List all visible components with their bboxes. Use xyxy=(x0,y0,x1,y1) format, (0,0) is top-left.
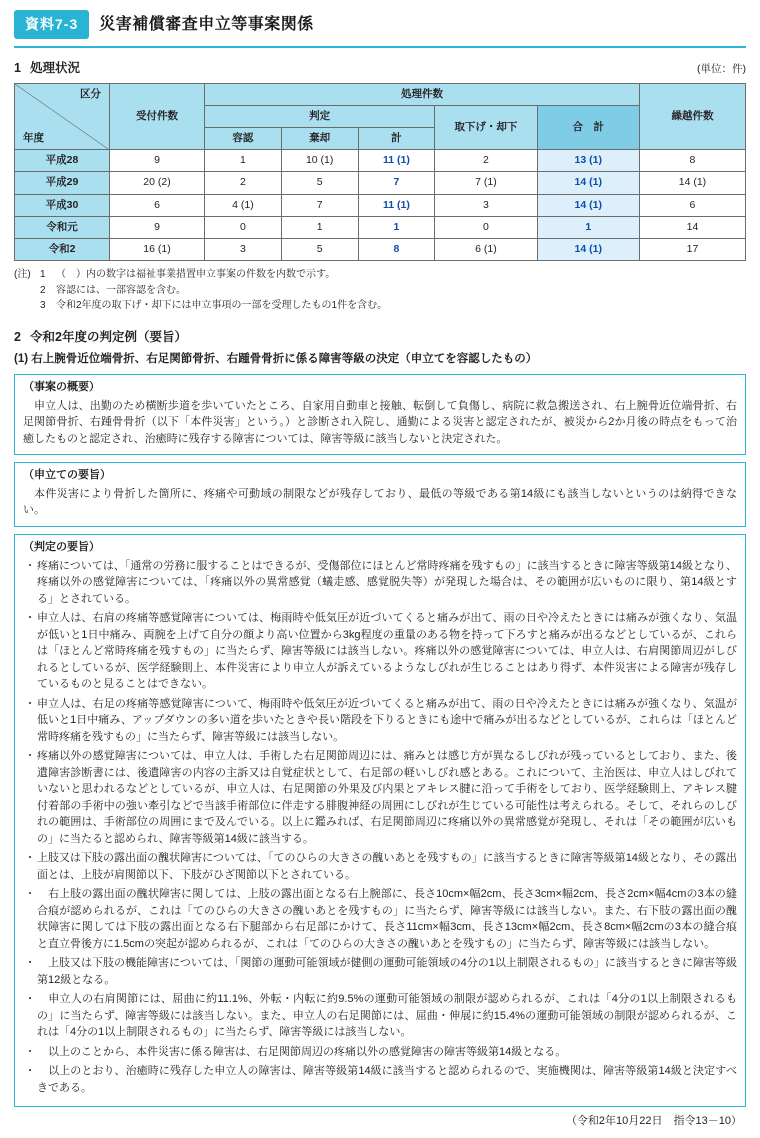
cell-reject: 5 xyxy=(281,239,358,261)
list-item xyxy=(23,991,737,1041)
document-header xyxy=(14,10,746,48)
judgment-item-text: 申立人は、右足の疼痛等感覚障害について、梅雨時や低気圧が近づいてくると痛みが出て、雨の日や冷えたときには痛みが強くなり、気温が低いと1日中痛み、アップダウンの多い道を歩いたときや長い階段を下りるときにも途中で痛みが出るなどとしているが、これらは「ほとんど常時疼痛を残すもの」に当たらず、障害等級には該当しない。 xyxy=(37,697,737,743)
decision-reference: （令和2年10月22日 指令13－10） xyxy=(565,1115,742,1128)
bullet-icon: ・ xyxy=(24,888,36,901)
table-corner-cell xyxy=(15,83,110,150)
bullet-icon: ・ xyxy=(24,993,36,1006)
cell-accept: 0 xyxy=(205,216,282,238)
cell-accept: 4 (1) xyxy=(205,194,282,216)
case-summary-text: 申立人は、出勤のため横断歩道を歩いていたところ、自家用自動車と接触、転倒して負傷し、病院に救急搬送され、右上腕骨近位端骨折、右足関節骨折、右踵骨骨折（以下「本件災害」という。）と診断され入院し、通勤による災害と認定されたが、被災から2か月後の時点をもって治癒したものと認定され、治癒時に残存する障害については、障害等級に該当しないと決定された。 xyxy=(23,399,737,445)
note-index: 1 xyxy=(40,269,46,281)
resource-badge: 資料7-3 xyxy=(14,10,89,39)
judgment-item-text: 以上のことから、本件災害に係る障害は、右足関節周辺の疼痛以外の感覚障害の障害等級第14級となる。 xyxy=(37,1045,567,1058)
cell-total: 14 (1) xyxy=(537,239,639,261)
list-item xyxy=(23,610,737,693)
cell-receipt: 16 (1) xyxy=(110,239,205,261)
judgment-item-text: 上肢又は下肢の機能障害については、「関節の運動可能領域が健側の運動可能領域の4分の1以上制限されるもの」に該当するときに障害等級第12級となる。 xyxy=(37,957,737,986)
cell-carryover: 8 xyxy=(639,150,745,172)
col-subtotal-header: 計 xyxy=(358,127,435,149)
judgment-summary-box xyxy=(14,534,746,1107)
cell-receipt: 9 xyxy=(110,216,205,238)
cell-carryover: 6 xyxy=(639,194,745,216)
row-year: 平成28 xyxy=(15,150,110,172)
cell-total: 14 (1) xyxy=(537,194,639,216)
note-item xyxy=(14,283,746,299)
section1-heading xyxy=(14,59,746,77)
col-total-header: 合 計 xyxy=(537,105,639,149)
cell-accept: 3 xyxy=(205,239,282,261)
table-corner-label-top: 区分 xyxy=(80,87,102,100)
col-carryover-header: 繰越件数 xyxy=(639,83,745,150)
note-text: 容認には、一部容認を含む。 xyxy=(56,284,186,296)
cell-subtotal: 8 xyxy=(358,239,435,261)
table-row xyxy=(15,172,746,194)
judgment-item-text: 上肢又は下肢の露出面の醜状障害については、「てのひらの大きさの醜いあとを残すもの」に該当するときに障害等級第14級となり、その露出面とは、上肢が肩関節以下、下肢がひざ関節以下とされている。 xyxy=(37,852,737,881)
cell-subtotal: 7 xyxy=(358,172,435,194)
cell-subtotal: 1 xyxy=(358,216,435,238)
cell-subtotal: 11 (1) xyxy=(358,150,435,172)
cell-reject: 1 xyxy=(281,216,358,238)
cell-reject: 10 (1) xyxy=(281,150,358,172)
section2-number: 2 xyxy=(14,329,21,344)
cell-withdraw: 6 (1) xyxy=(435,239,537,261)
judgment-item-text: 申立人は、右肩の疼痛等感覚障害については、梅雨時や低気圧が近づいてくると痛みが出て、雨の日や冷えたときには痛みが強くなり、気温が低いと1日中痛み、両腕を上げて自分の顔より高い位置から3kg程度の重量のある物を持って下ろすと痛みが出るなどとしているが、これらは「ほとんど常時疼痛を残すもの」に当たらず、障害等級には該当しない。疼痛以外の感覚障害については、申立人は、右肩関節周辺がしびれるとしているが、医学経験則上、本件災害により申立人が訴えているようなしびれが生じることはあり得ず、本件災害による障害が残存しているものと見ることはできない。 xyxy=(37,612,737,691)
judgment-item-text: 申立人の右肩関節には、屈曲に約11.1%、外転・内転に約9.5%の運動可能領域の制限が認められるが、これは「4分の1以上制限されるもの」に当たらず、障害等級には該当しない。また、申立人の右足関節には、屈曲・伸展に約15.4%の運動可能領域の制限が認められるが、これは「4分の1以上制限されるもの」に当たらず、障害等級には該当しない。 xyxy=(37,993,737,1039)
note-item xyxy=(14,298,746,314)
case-summary-body xyxy=(23,398,737,448)
case-summary-box xyxy=(14,374,746,455)
table-row xyxy=(15,239,746,261)
table-corner-label-bottom: 年度 xyxy=(23,131,44,144)
bullet-icon: ・ xyxy=(24,697,36,710)
cell-accept: 1 xyxy=(205,150,282,172)
section1-title: 処理状況 xyxy=(30,61,81,76)
row-year: 平成29 xyxy=(15,172,110,194)
cell-carryover: 14 (1) xyxy=(639,172,745,194)
section1-number: 1 xyxy=(14,61,21,76)
table-row xyxy=(15,216,746,238)
table-row xyxy=(15,194,746,216)
cell-subtotal: 11 (1) xyxy=(358,194,435,216)
cell-total: 13 (1) xyxy=(537,150,639,172)
cell-withdraw: 7 (1) xyxy=(435,172,537,194)
judgment-list xyxy=(23,558,737,1097)
claim-summary-title: （申立ての要旨） xyxy=(23,469,111,481)
list-item xyxy=(23,850,737,883)
col-judgment-group-header: 判定 xyxy=(205,105,435,127)
row-year: 令和元 xyxy=(15,216,110,238)
section2-heading xyxy=(14,328,746,346)
judgment-item-text: 右上肢の露出面の醜状障害に関しては、上肢の露出面となる右上腕部に、長さ10cm×幅2cm、長さ3cm×幅2cm、長さ2cm×幅4cmの3本の縫合痕が認められるが、これは「てのひらの大きさの醜いあとを残すもの」に当たらず、障害等級には該当しない。また、右下肢の露出面の醜状障害に関しては下肢の露出面となる右下腿部から右足部にかけて、長さ11cm×幅3cm、長さ13cm×幅2cm、長さ8cm×幅2cmの3本の縫合痕と直立骨後方に1.5cmの突起が認められるが、これは「てのひらの大きさの醜いあとを残すもの」に当たらず、障害等級には該当しない。 xyxy=(37,888,737,950)
row-year: 令和2 xyxy=(15,239,110,261)
row-year: 平成30 xyxy=(15,194,110,216)
bullet-icon: ・ xyxy=(24,750,36,763)
list-item xyxy=(23,955,737,988)
section2-subheading: (1) 右上腕骨近位端骨折、右足関節骨折、右踵骨骨折に係る障害等級の決定（申立てを容認したもの） xyxy=(14,352,538,365)
cell-reject: 5 xyxy=(281,172,358,194)
col-processed-group-header: 処理件数 xyxy=(205,83,640,105)
cell-carryover: 14 xyxy=(639,216,745,238)
claim-summary-text: 本件災害により骨折した箇所に、疼痛や可動域の制限などが残存しており、最低の等級である第14級にも該当しないというのは納得できない。 xyxy=(23,487,737,517)
judgment-item-text: 以上のとおり、治癒時に残存した申立人の障害は、障害等級第14級に該当すると認められるので、実施機関は、障害等級第14級と決定すべきである。 xyxy=(37,1065,737,1094)
table-unit-note: (単位：件) xyxy=(697,63,746,76)
table-row xyxy=(15,150,746,172)
cell-reject: 7 xyxy=(281,194,358,216)
cell-receipt: 20 (2) xyxy=(110,172,205,194)
table-body xyxy=(15,150,746,261)
judgment-summary-title: （判定の要旨） xyxy=(23,540,100,553)
col-accept-header: 容認 xyxy=(205,127,282,149)
col-reject-header: 棄却 xyxy=(281,127,358,149)
notes-label: (注) xyxy=(14,269,31,281)
judgment-item-text: 疼痛については、「通常の労務に服することはできるが、受傷部位にほとんど常時疼痛を残すもの」に該当するときに障害等級第14級となり、疼痛以外の感覚障害については、「疼痛以外の異常感覚（蟻走感、感覚脱失等）が発現した場合は、その範囲が広いものに限り、第14級とする」とされている。 xyxy=(37,559,737,605)
bullet-icon: ・ xyxy=(24,612,36,625)
note-index: 2 xyxy=(40,284,46,296)
case-summary-title: （事案の概要） xyxy=(23,380,100,393)
bullet-icon: ・ xyxy=(24,957,36,970)
claim-summary-body xyxy=(23,486,737,519)
bullet-icon: ・ xyxy=(24,559,36,572)
list-item xyxy=(23,1063,737,1096)
list-item xyxy=(23,886,737,952)
processing-status-table xyxy=(14,83,746,262)
col-receipt-header: 受付件数 xyxy=(110,83,205,150)
list-item xyxy=(23,696,737,746)
table-notes xyxy=(14,267,746,314)
note-text: （ ）内の数字は福祉事業措置申立事案の件数を内数で示す。 xyxy=(56,269,336,281)
col-withdraw-header: 取下げ・却下 xyxy=(435,105,537,149)
cell-withdraw: 3 xyxy=(435,194,537,216)
note-index: 3 xyxy=(40,300,46,312)
list-item xyxy=(23,1044,737,1061)
note-text: 令和2年度の取下げ・却下には申立事項の一部を受理したもの1件を含む。 xyxy=(56,300,388,312)
cell-total: 14 (1) xyxy=(537,172,639,194)
cell-carryover: 17 xyxy=(639,239,745,261)
cell-withdraw: 0 xyxy=(435,216,537,238)
bullet-icon: ・ xyxy=(24,852,36,865)
cell-receipt: 9 xyxy=(110,150,205,172)
cell-withdraw: 2 xyxy=(435,150,537,172)
judgment-item-text: 疼痛以外の感覚障害については、申立人は、手術した右足関節周辺には、痛みとは感じ方が異なるしびれが残っているとしており、また、後遺障害診断書には、後遺障害の内容の主訴又は自覚症状として、右足部の軽いしびれ感とある。これについて、主治医は、申立人はしびれていないと思われるなどとしているが、申立人は、右足関節の外果及び内果とアキレス腱に沿って手術をしており、医学経験則上、アキレス腱付着部の手術中の強い牽引などで当該手術部位に伴走する腓腹神経の周囲にしびれが生じている可能性は考えられる。そして、それらのしびれの範囲は、手術部位の周囲にまで及んでいる。以上に鑑みれば、右足関節周辺に疼痛以外の異常感覚が発現し、それは「その範囲が広いもの」に当たると認められ、障害等級第14級に該当する。 xyxy=(37,750,737,845)
bullet-icon: ・ xyxy=(24,1045,36,1058)
page-title: 災害補償審査申立等事案関係 xyxy=(99,16,314,34)
cell-total: 1 xyxy=(537,216,639,238)
cell-receipt: 6 xyxy=(110,194,205,216)
table-header-row-1 xyxy=(15,83,746,105)
note-item xyxy=(14,267,746,283)
list-item xyxy=(23,748,737,847)
bullet-icon: ・ xyxy=(24,1065,36,1078)
section2-title: 令和2年度の判定例（要旨） xyxy=(30,329,187,344)
cell-accept: 2 xyxy=(205,172,282,194)
list-item xyxy=(23,558,737,608)
claim-summary-box xyxy=(14,462,746,527)
